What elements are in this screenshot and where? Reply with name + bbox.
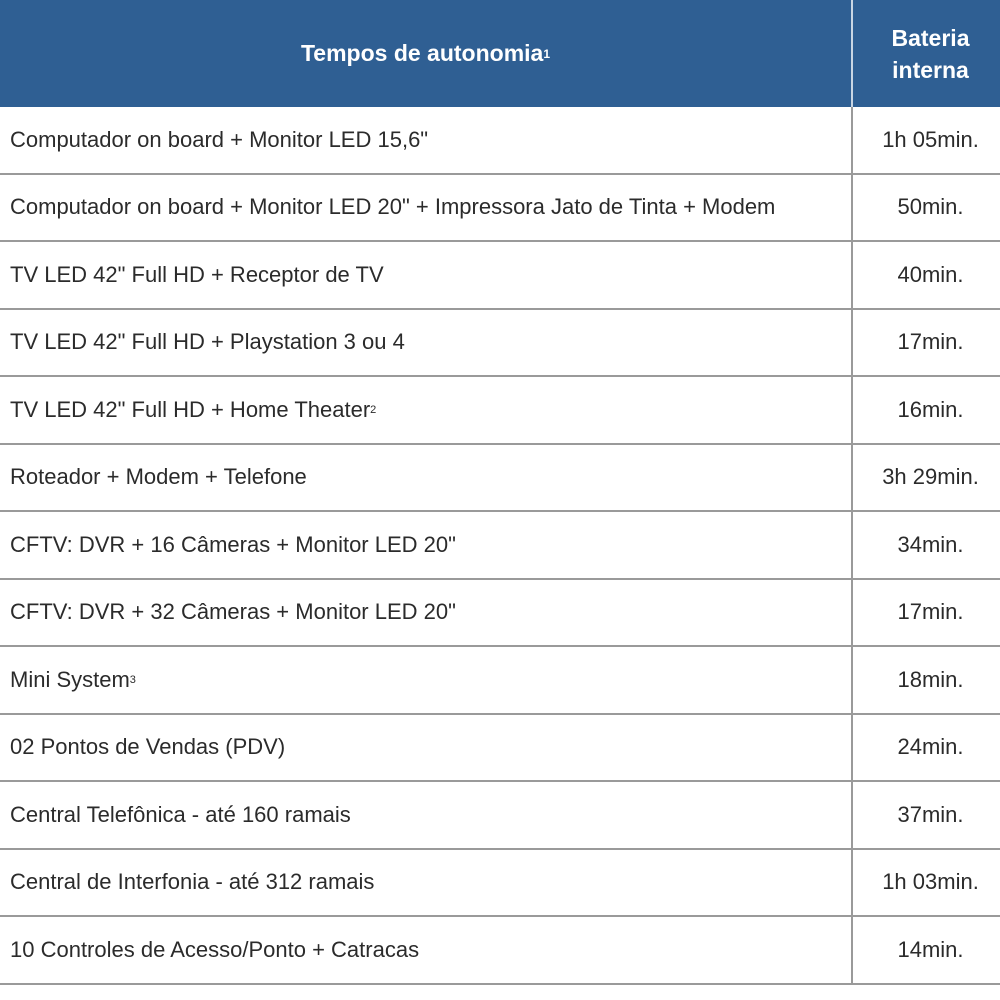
row-description-cell: [0, 580, 853, 646]
row-description: Roteador + Modem + Telefone: [10, 464, 307, 490]
header-battery-cell: [853, 0, 1000, 107]
row-description-cell: TV LED 42" Full HD + Home Theater 2: [0, 377, 853, 443]
row-description: Central Telefônica - até 160 ramais: [10, 801, 351, 827]
header-title: Tempos de autonomia: [300, 40, 544, 66]
row-time: 1h 03min.: [882, 869, 979, 895]
row-description: Computador on board + Monitor LED 15,6": [10, 126, 429, 152]
row-description-cell: [0, 917, 853, 983]
table-header: [0, 0, 1000, 107]
row-time: 24min.: [897, 734, 964, 760]
row-time: 1h 05min.: [882, 126, 979, 152]
row-description-cell: [0, 445, 853, 511]
table-row: [0, 917, 1000, 985]
row-description-cell: [0, 242, 853, 308]
row-time: 18min.: [897, 666, 964, 692]
row-description: CFTV: DVR + 16 Câmeras + Monitor LED 20": [10, 531, 456, 557]
row-description-cell: [0, 512, 853, 578]
table-row: [0, 580, 1000, 648]
row-description: 10 Controles de Acesso/Ponto + Catracas: [10, 936, 420, 962]
row-description-cell: [0, 310, 853, 376]
row-description-cell: Mini System 3: [0, 647, 853, 713]
row-time: 40min.: [897, 261, 964, 287]
row-description-cell: [0, 715, 853, 781]
table-row: [0, 377, 1000, 445]
table-row: [0, 782, 1000, 850]
table-row: [0, 175, 1000, 243]
row-description-cell: [0, 175, 853, 241]
row-description-cell: [0, 107, 853, 173]
row-description: CFTV: DVR + 32 Câmeras + Monitor LED 20": [10, 599, 456, 625]
header-battery-line1: Bateria: [891, 24, 970, 51]
table-row: [0, 310, 1000, 378]
table-row: [0, 715, 1000, 783]
row-description: Mini System: [10, 666, 130, 692]
row-description-cell: [0, 850, 853, 916]
table-row: [0, 850, 1000, 918]
row-description: Computador on board + Monitor LED 20" + Impressora Jato de Tinta + Modem: [10, 194, 776, 220]
table-row: [0, 512, 1000, 580]
row-time: 37min.: [897, 801, 964, 827]
table-row: [0, 107, 1000, 175]
table-row: [0, 242, 1000, 310]
row-time: 50min.: [897, 194, 964, 220]
row-time: 34min.: [897, 531, 964, 557]
table-row: [0, 445, 1000, 513]
row-description-cell: [0, 782, 853, 848]
row-time: 3h 29min.: [882, 464, 979, 490]
row-description: Central de Interfonia - até 312 ramais: [10, 869, 375, 895]
header-battery-line2: interna: [892, 56, 969, 83]
row-time: 16min.: [897, 396, 964, 422]
row-time: 17min.: [897, 329, 964, 355]
row-description: TV LED 42" Full HD + Playstation 3 ou 4: [10, 329, 405, 355]
row-description: TV LED 42" Full HD + Receptor de TV: [10, 261, 384, 287]
row-description: TV LED 42" Full HD + Home Theater: [10, 396, 371, 422]
header-title-cell: Tempos de autonomia 1: [0, 0, 853, 107]
row-description: 02 Pontos de Vendas (PDV): [10, 734, 286, 760]
row-time: 17min.: [897, 599, 964, 625]
row-time: 14min.: [897, 936, 964, 962]
table-row: [0, 647, 1000, 715]
